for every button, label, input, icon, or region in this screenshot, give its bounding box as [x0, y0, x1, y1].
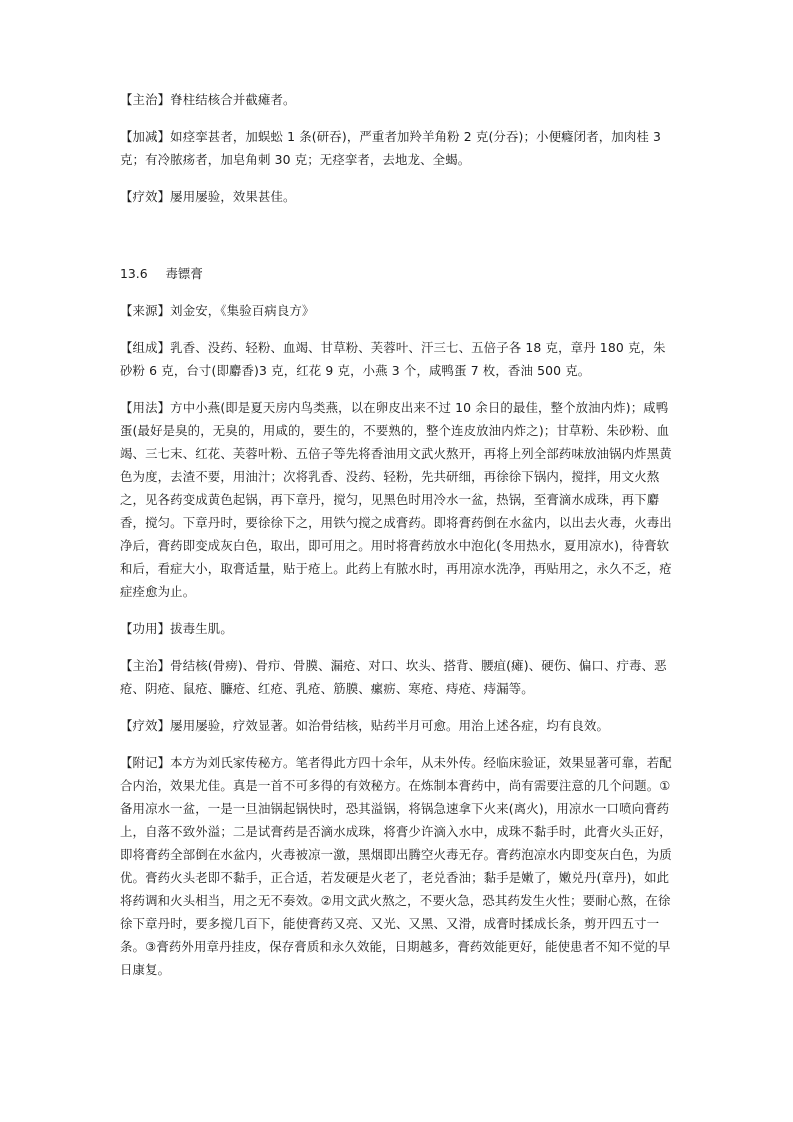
- modifications-paragraph: 【加减】如痉挛甚者，加蜈蚣 1 条(研吞)，严重者加羚羊角粉 2 克(分吞)；小便癃闭者，加肉桂 3 克；有冷脓疡者，加皂角刺 30 克；无痉挛者，去地龙、全蝎。: [120, 129, 662, 167]
- composition-paragraph: 【组成】乳香、没药、轻粉、血竭、甘草粉、芙蓉叶、汗三七、五倍子各 18 克，章丹 180 克，朱砂粉 6 克，台寸(即麝香)3 克，红花 9 克，小燕 3 个，咸鸭蛋 7 枚，香油 500 克。: [120, 340, 666, 378]
- function-paragraph: 【功用】拔毒生肌。: [120, 621, 233, 636]
- usage-paragraph: 【用法】方中小燕(即是夏天房内鸟类燕，以在卵皮出来不过 10 余日的最佳，整个放油内炸)；咸鸭蛋(最好是臭的，无臭的，用咸的，要生的，不要熟的，整个连皮放油内炸之)；甘草粉、朱砂粉、血竭、三七末、红花、芙蓉叶粉、五倍子等先将香油用文武火熬开，再将上列全部药味放油锅内炸黑黄色为度，去渣不要，用油汁；次将乳香、没药、轻粉，先共研细，再徐徐下锅内，搅拌，用文火熬之，见各药变成黄色起锅，再下章丹，搅匀，见黑色时用冷水一盆，热锅，至膏滴水成珠，再下麝香，搅匀。下章丹时，要徐徐下之，用铁勺搅之成膏药。即将膏药倒在水盆内，以出去火毒，火毒出净后，膏药即变成灰白色，取出，即可用之。用时将膏药放水中泡化(冬用热水，夏用凉水)，待膏软和后，看症大小，取膏适量，贴于疮上。此药上有脓水时，再用凉水洗净，再贴用之，永久不乏，疮症痊愈为止。: [120, 400, 672, 599]
- efficacy-paragraph-2: 【疗效】屡用屡验，疗效显著。如治骨结核，贴药半月可愈。用治上述各症，均有良效。: [120, 718, 610, 733]
- notes-paragraph: 【附记】本方为刘氏家传秘方。笔者得此方四十余年，从未外传。经临床验证，效果显著可靠，若配合内治，效果尤佳。真是一首不可多得的有效秘方。在炼制本膏药中，尚有需要注意的几个问题。①备用凉水一盆，一是一旦油锅起锅快时，恐其溢锅，将锅急速拿下火来(离火)，用凉水一口喷向膏药上，自落不致外溢；二是试膏药是否滴水成珠，将膏少许滴入水中，成珠不黏手时，此膏火头正好，即将膏药全部倒在水盆内，火毒被凉一激，黑烟即出腾空火毒无存。膏药泡凉水内即变灰白色，为质优。膏药火头老即不黏手，正合适，若发硬是火老了，老兑香油；黏手是嫩了，嫩兑丹(章丹)，如此将药调和火头相当，用之无不奏效。②用文武火熬之，不要火急，恐其药发生火性；要耐心熬，在徐徐下章丹时，要多搅几百下，能使膏药又亮、又光、又黑、又滑，成膏时揉成长条，剪开四五寸一条。③膏药外用章丹挂皮，保存膏质和永久效能，日期越多，膏药效能更好，能使患者不知不觉的早日康复。: [120, 755, 672, 977]
- indications-paragraph-2: 【主治】骨结核(骨痨)、骨疖、骨膜、漏疮、对口、坎头、搭背、腰疽(瘫)、硬伤、偏口、疔毒、恶疮、阴疮、鼠疮、臁疮、红疮、乳疮、筋膜、瘰疬、寒疮、痔疮、痔漏等。: [120, 658, 667, 696]
- section-title: 毒镖膏: [165, 266, 203, 281]
- source-paragraph: 【来源】刘金安，《集验百病良方》: [120, 303, 315, 318]
- section-heading: [120, 262, 676, 285]
- indications-paragraph: 【主治】脊柱结核合并截瘫者。: [120, 92, 296, 107]
- section-gap: [120, 222, 676, 262]
- document-page: [120, 88, 676, 995]
- efficacy-paragraph: 【疗效】屡用屡验，效果甚佳。: [120, 189, 296, 204]
- section-number: 13.6: [120, 266, 148, 281]
